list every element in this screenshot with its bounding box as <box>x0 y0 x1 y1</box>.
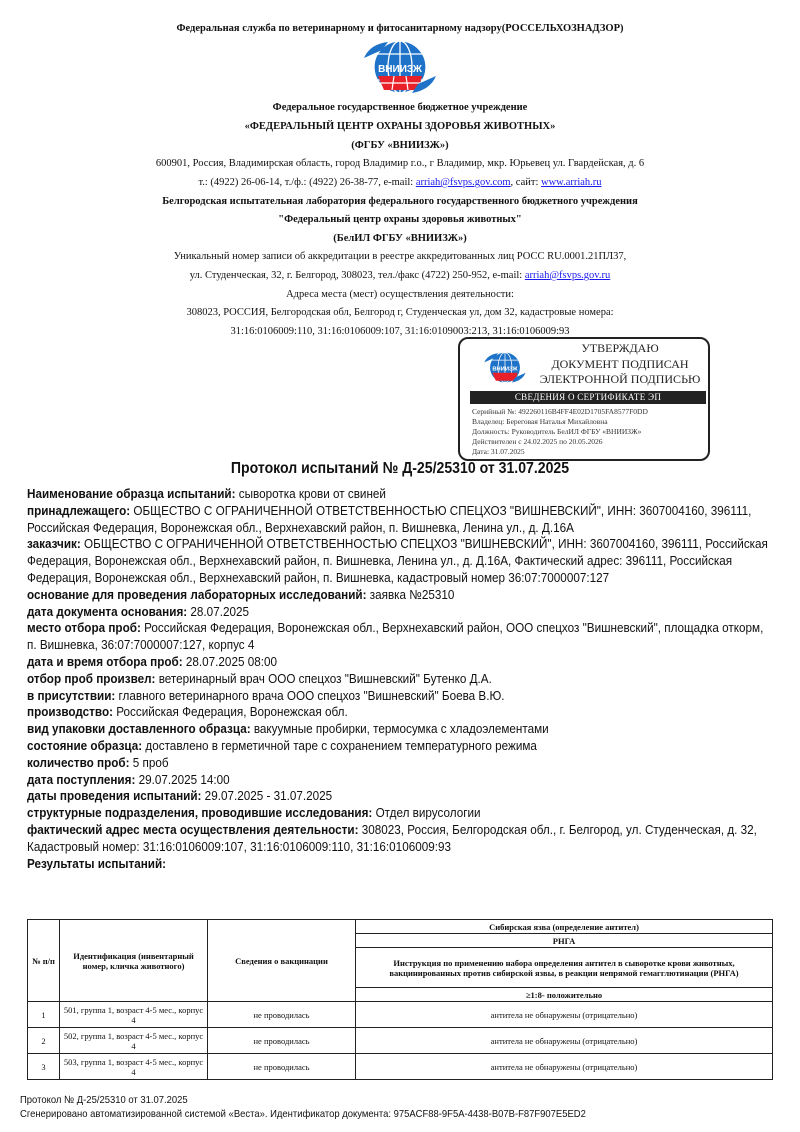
field-value: ветеринарный врач ООО спецхоз "Вишневский" Бутенко Д.А. <box>155 670 492 686</box>
field-label: в присутствии: <box>27 687 116 703</box>
field-owner <box>27 503 777 537</box>
lab-name: Белгородская испытательная лаборатория федерального государственного бюджетного учреждения <box>162 196 638 207</box>
row-vaccination: не проводилась <box>208 1028 356 1054</box>
field-value: Российская Федерация, Воронежская обл., Верхнехавский район, ООО спецхоз "Вишневский", площадка откорм, п. Вишневка, 36:07:7000007:127, корпус 4 <box>27 620 764 653</box>
institution-address: 600901, Россия, Владимирская область, город Владимир г.о., г Владимир, мкр. Юрьевец ул. Гвардейская, д. 6 <box>155 158 645 169</box>
row-vaccination: не проводилась <box>208 1054 356 1080</box>
footer-generated: Сгенерировано автоматизированной системой «Веста». Идентификатор документа: 975ACF88-9F5A-4438-B07B-F87F907E5ED2 <box>20 1108 586 1120</box>
field-label: состояние образца: <box>27 737 143 753</box>
row-vaccination: не проводилась <box>208 1002 356 1028</box>
header-num: № п/п <box>28 920 60 1002</box>
header-identification: Идентификация (инвентарный номер, кличка животного) <box>60 920 208 1002</box>
header-norm: ≥1:8- положительно <box>356 988 773 1002</box>
field-basis <box>27 587 777 604</box>
activity-label: Адреса места (мест) осуществления деятельности: <box>286 289 514 300</box>
row-num: 3 <box>28 1054 60 1080</box>
field-label: вид упаковки доставленного образца: <box>27 721 251 737</box>
row-id: 501, группа 1, возраст 4-5 мес., корпус 4 <box>60 1002 208 1028</box>
header-instruction: Инструкция по применению набора определения антител в сыворотке крови животных, вакцинированных против сибирской язвы, в реакции непрямой гемагглютинации (РНГА) <box>356 948 773 988</box>
field-label: дата поступления: <box>27 771 136 787</box>
header-vaccination: Сведения о вакцинации <box>208 920 356 1002</box>
field-label: место отбора проб: <box>27 620 141 636</box>
field-label: Наименование образца испытаний: <box>27 486 236 501</box>
field-label: дата и время отбора проб: <box>27 653 183 669</box>
field-test-dates <box>27 788 777 805</box>
field-value: 29.07.2025 14:00 <box>135 771 230 787</box>
field-production <box>27 704 777 721</box>
protocol-fields <box>27 486 777 872</box>
field-label: основание для проведения лабораторных исследований: <box>27 586 367 602</box>
svg-text:ВНИИЗЖ: ВНИИЗЖ <box>492 366 518 373</box>
institution-type: Федеральное государственное бюджетное учреждение <box>272 102 528 113</box>
field-customer <box>27 536 777 586</box>
stamp-cert-bar: СВЕДЕНИЯ О СЕРТИФИКАТЕ ЭП <box>470 391 706 404</box>
institution-abbr: (ФГБУ «ВНИИЗЖ») <box>351 140 449 151</box>
results-table <box>27 919 773 1080</box>
field-label: структурные подразделения, проводившие исследования: <box>27 805 373 821</box>
field-value: ОБЩЕСТВО С ОГРАНИЧЕННОЙ ОТВЕТСТВЕННОСТЬЮ СПЕЦХОЗ "ВИШНЕВСКИЙ", ИНН: 3607004160, 396111, Российская Федерация, Воронежская обл., Верхнехавский район, п. Вишневка, Ленина ул., д. Д.16А, Фактический адрес: 396111, Российская Федерация, Воронежская обл., Верхнехавский район, п. Вишневка, кадастровый номер 36:07:7000007:127 <box>27 536 768 585</box>
protocol-title: Протокол испытаний № Д-25/25310 от 31.07.2025 <box>230 460 570 477</box>
stamp-position: Должность: Руководитель БелИЛ ФГБУ «ВНИИЗЖ» <box>472 427 642 436</box>
field-label: дата документа основания: <box>27 603 188 619</box>
lab-email-link[interactable]: arriah@fsvps.gov.ru <box>524 270 611 281</box>
field-label: фактический адрес места осуществления деятельности: <box>27 821 359 837</box>
field-departments <box>27 805 777 822</box>
field-value: сыворотка крови от свиней <box>235 486 386 501</box>
institution-email-link[interactable]: arriah@fsvps.gov.com <box>415 177 511 188</box>
field-value: доставлено в герметичной таре с сохранением температурного режима <box>142 737 537 753</box>
stamp-signed-line1: ДОКУМЕНТ ПОДПИСАН <box>551 357 689 371</box>
lab-abbr: (БелИЛ ФГБУ «ВНИИЗЖ») <box>333 233 467 244</box>
table-row <box>28 1028 773 1054</box>
field-sample-condition <box>27 738 777 755</box>
agency-name: Федеральная служба по ветеринарному и фитосанитарному надзору(РОССЕЛЬХОЗНАДЗОР) <box>176 23 624 34</box>
stamp-serial: Серийный №: 492260116B4FF4E02D1705FA8577F0DD <box>472 407 648 416</box>
field-actual-address <box>27 822 777 856</box>
field-basis-date <box>27 604 777 621</box>
lab-address-prefix: ул. Студенческая, 32, г. Белгород, 308023, тел./факс (4722) 250-952, e-mail: <box>189 270 525 281</box>
vniizzh-logo-icon <box>360 36 440 96</box>
stamp-valid: Действителен с 24.02.2025 по 20.05.2026 <box>472 437 603 446</box>
field-sampling-place <box>27 620 777 654</box>
row-result: антитела не обнаружены (отрицательно) <box>356 1028 773 1054</box>
footer-protocol-ref: Протокол № Д-25/25310 от 31.07.2025 <box>20 1094 188 1106</box>
field-value: 28.07.2025 <box>187 603 249 619</box>
field-label: даты проведения испытаний: <box>27 788 202 804</box>
row-id: 503, группа 1, возраст 4-5 мес., корпус 4 <box>60 1054 208 1080</box>
field-results-heading <box>27 856 777 873</box>
lab-center: "Федеральный центр охраны здоровья животных" <box>278 214 522 225</box>
field-sampling-datetime <box>27 654 777 671</box>
row-num: 2 <box>28 1028 60 1054</box>
institution-site-link[interactable]: www.arriah.ru <box>541 177 602 188</box>
field-packaging <box>27 721 777 738</box>
stamp-approve: УТВЕРЖДАЮ <box>581 341 659 355</box>
field-value: 5 проб <box>129 754 169 770</box>
activity-address: 308023, РОССИЯ, Белгородская обл, Белгород г, Студенческая ул, дом 32, кадастровые номера: <box>186 307 614 318</box>
field-label: отбор проб произвел: <box>27 670 156 686</box>
contacts-prefix: т.: (4922) 26-06-14, т./ф.: (4922) 26-38-77, e-mail: <box>198 177 416 188</box>
row-num: 1 <box>28 1002 60 1028</box>
row-result: антитела не обнаружены (отрицательно) <box>356 1054 773 1080</box>
stamp-logo-icon <box>482 345 528 389</box>
field-value: 308023, Россия, Белгородская обл., г. Белгород, ул. Студенческая, д. 32, Кадастровый номер: 31:16:0106009:107, 31:16:0106009:110, 31:16:0106009:93 <box>27 821 757 854</box>
field-sample-count <box>27 755 777 772</box>
stamp-date: Дата: 31.07.2025 <box>472 447 525 456</box>
e-signature-stamp <box>458 337 710 461</box>
institution-name: «ФЕДЕРАЛЬНЫЙ ЦЕНТР ОХРАНЫ ЗДОРОВЬЯ ЖИВОТНЫХ» <box>244 121 556 132</box>
field-label: производство: <box>27 704 113 720</box>
field-value: 28.07.2025 08:00 <box>182 653 277 669</box>
header-test-name: Сибирская язва (определение антител) <box>356 920 773 934</box>
header-method: РНГА <box>356 934 773 948</box>
site-prefix: , сайт: <box>510 177 541 188</box>
field-in-presence <box>27 688 777 705</box>
stamp-owner: Владелец: Береговая Наталья Михайловна <box>472 417 608 426</box>
lab-address <box>0 269 800 282</box>
field-value: заявка №25310 <box>366 586 455 602</box>
row-id: 502, группа 1, возраст 4-5 мес., корпус 4 <box>60 1028 208 1054</box>
field-value: ОБЩЕСТВО С ОГРАНИЧЕННОЙ ОТВЕТСТВЕННОСТЬЮ СПЕЦХОЗ "ВИШНЕВСКИЙ", ИНН: 3607004160, 396111, Российская Федерация, Воронежская обл., Верхнехавский район, п. Вишневка, Ленина ул., д. Д.16А <box>27 502 752 535</box>
field-label: принадлежащего: <box>27 502 131 518</box>
field-label: Результаты испытаний: <box>27 855 167 871</box>
field-receipt-date <box>27 772 777 789</box>
accreditation: Уникальный номер записи об аккредитации в реестре аккредитованных лиц РОСС RU.0001.21ПЛ37, <box>173 251 627 262</box>
field-label: заказчик: <box>27 536 81 552</box>
institution-contacts <box>0 176 800 189</box>
field-value: Отдел вирусологии <box>372 805 481 821</box>
table-row <box>28 1054 773 1080</box>
field-value: Российская Федерация, Воронежская обл. <box>112 704 348 720</box>
field-label: количество проб: <box>27 754 130 770</box>
field-sample-name <box>27 486 777 503</box>
field-sampled-by <box>27 671 777 688</box>
field-value: 29.07.2025 - 31.07.2025 <box>201 788 333 804</box>
row-result: антитела не обнаружены (отрицательно) <box>356 1002 773 1028</box>
svg-text:ВНИИЗЖ: ВНИИЗЖ <box>378 64 422 75</box>
table-row <box>28 1002 773 1028</box>
field-value: главного ветеринарного врача ООО спецхоз "Вишневский" Боева В.Ю. <box>115 687 505 703</box>
stamp-signed-line2: ЭЛЕКТРОННОЙ ПОДПИСЬЮ <box>539 372 701 386</box>
cadastral-numbers: 31:16:0106009:110, 31:16:0106009:107, 31:16:0109003:213, 31:16:0106009:93 <box>230 326 570 337</box>
field-value: вакуумные пробирки, термосумка с хладоэлементами <box>250 721 549 737</box>
